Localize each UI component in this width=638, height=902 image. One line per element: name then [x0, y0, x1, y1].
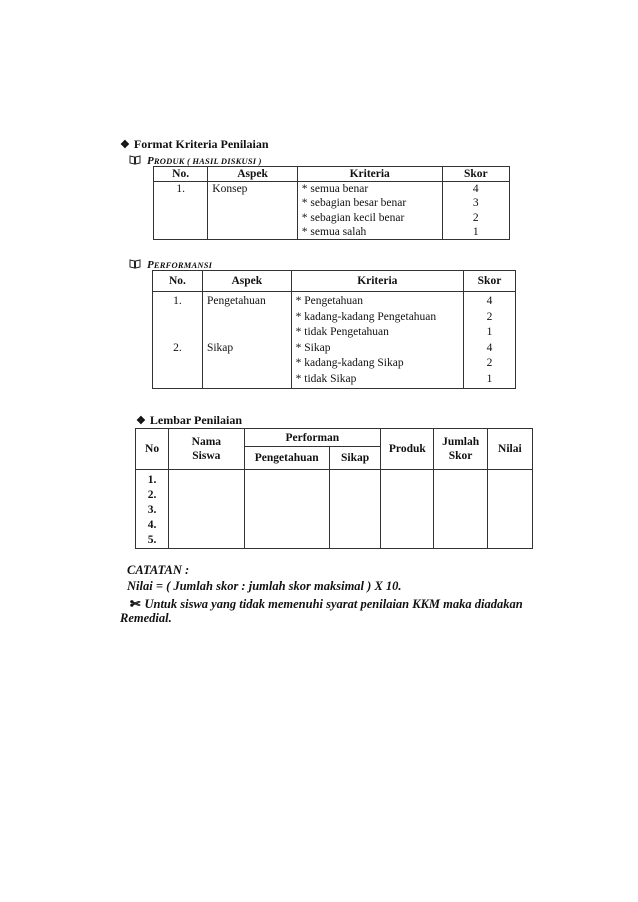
diamond-bullet-icon: ❖ [136, 415, 146, 427]
col-header-jumlah-skor: Jumlah Skor [434, 429, 487, 470]
col-header-aspek: Aspek [202, 271, 291, 292]
col-header-skor: Skor [442, 167, 509, 182]
table-row [154, 182, 510, 240]
cell-nama-siswa [169, 470, 244, 549]
cell-pengetahuan [244, 470, 329, 549]
col-header-kriteria: Kriteria [291, 271, 463, 292]
diamond-bullet-icon: ❖ [120, 139, 130, 151]
row-aspek: Pengetahuan Sikap [202, 292, 291, 389]
row-skor: 4 2 1 4 2 1 [463, 292, 515, 389]
catatan-remark-line2: Remedial. [120, 611, 172, 625]
col-header-aspek: Aspek [208, 167, 298, 182]
col-header-no: No. [153, 271, 203, 292]
book-icon [129, 155, 141, 165]
row-no: 1. [154, 182, 208, 240]
table-row [153, 292, 516, 389]
book-icon [129, 259, 141, 269]
col-header-nilai: Nilai [487, 429, 532, 470]
col-header-skor: Skor [463, 271, 515, 292]
col-header-nama-siswa: Nama Siswa [169, 429, 244, 470]
cell-nilai [487, 470, 532, 549]
cell-produk [381, 470, 434, 549]
table-row [136, 470, 533, 549]
col-header-sikap: Sikap [329, 447, 380, 470]
row-no: 1. 2. [153, 292, 203, 389]
col-header-pengetahuan: Pengetahuan [244, 447, 329, 470]
cell-sikap [329, 470, 380, 549]
row-kriteria: * Pengetahuan * kadang-kadang Pengetahuan * tidak Pengetahuan * Sikap * kadang-kadang Sikap * tidak Sikap [291, 292, 463, 389]
produk-table [153, 166, 510, 240]
section-heading-lembar-penilaian: ❖ Lembar Penilaian [136, 413, 242, 427]
col-header-no: No [136, 429, 169, 470]
cell-jumlah-skor [434, 470, 487, 549]
catatan-formula: Nilai = ( Jumlah skor : jumlah skor maksimal ) X 10. [127, 579, 402, 593]
col-header-kriteria: Kriteria [297, 167, 442, 182]
col-header-no: No. [154, 167, 208, 182]
scissors-icon: ✄ [130, 597, 141, 611]
row-aspek: Konsep [208, 182, 298, 240]
lembar-penilaian-table [135, 428, 533, 549]
performansi-table [152, 270, 516, 389]
catatan-remark: ✄ Untuk siswa yang tidak memenuhi syarat penilaian KKM maka diadakan [130, 597, 523, 611]
produk-label: PRODUK ( HASIL DISKUSI ) [129, 153, 262, 168]
row-kriteria: * semua benar * sebagian besar benar * sebagian kecil benar * semua salah [297, 182, 442, 240]
catatan-title: CATATAN : [127, 563, 190, 577]
col-header-produk: Produk [381, 429, 434, 470]
performansi-label: PERFORMANSI [129, 257, 212, 272]
col-header-performan: Performan [244, 429, 381, 447]
section-heading-format-kriteria: ❖ Format Kriteria Penilaian [120, 137, 269, 151]
row-numbers: 1. 2. 3. 4. 5. [136, 470, 169, 549]
row-skor: 4 3 2 1 [442, 182, 509, 240]
